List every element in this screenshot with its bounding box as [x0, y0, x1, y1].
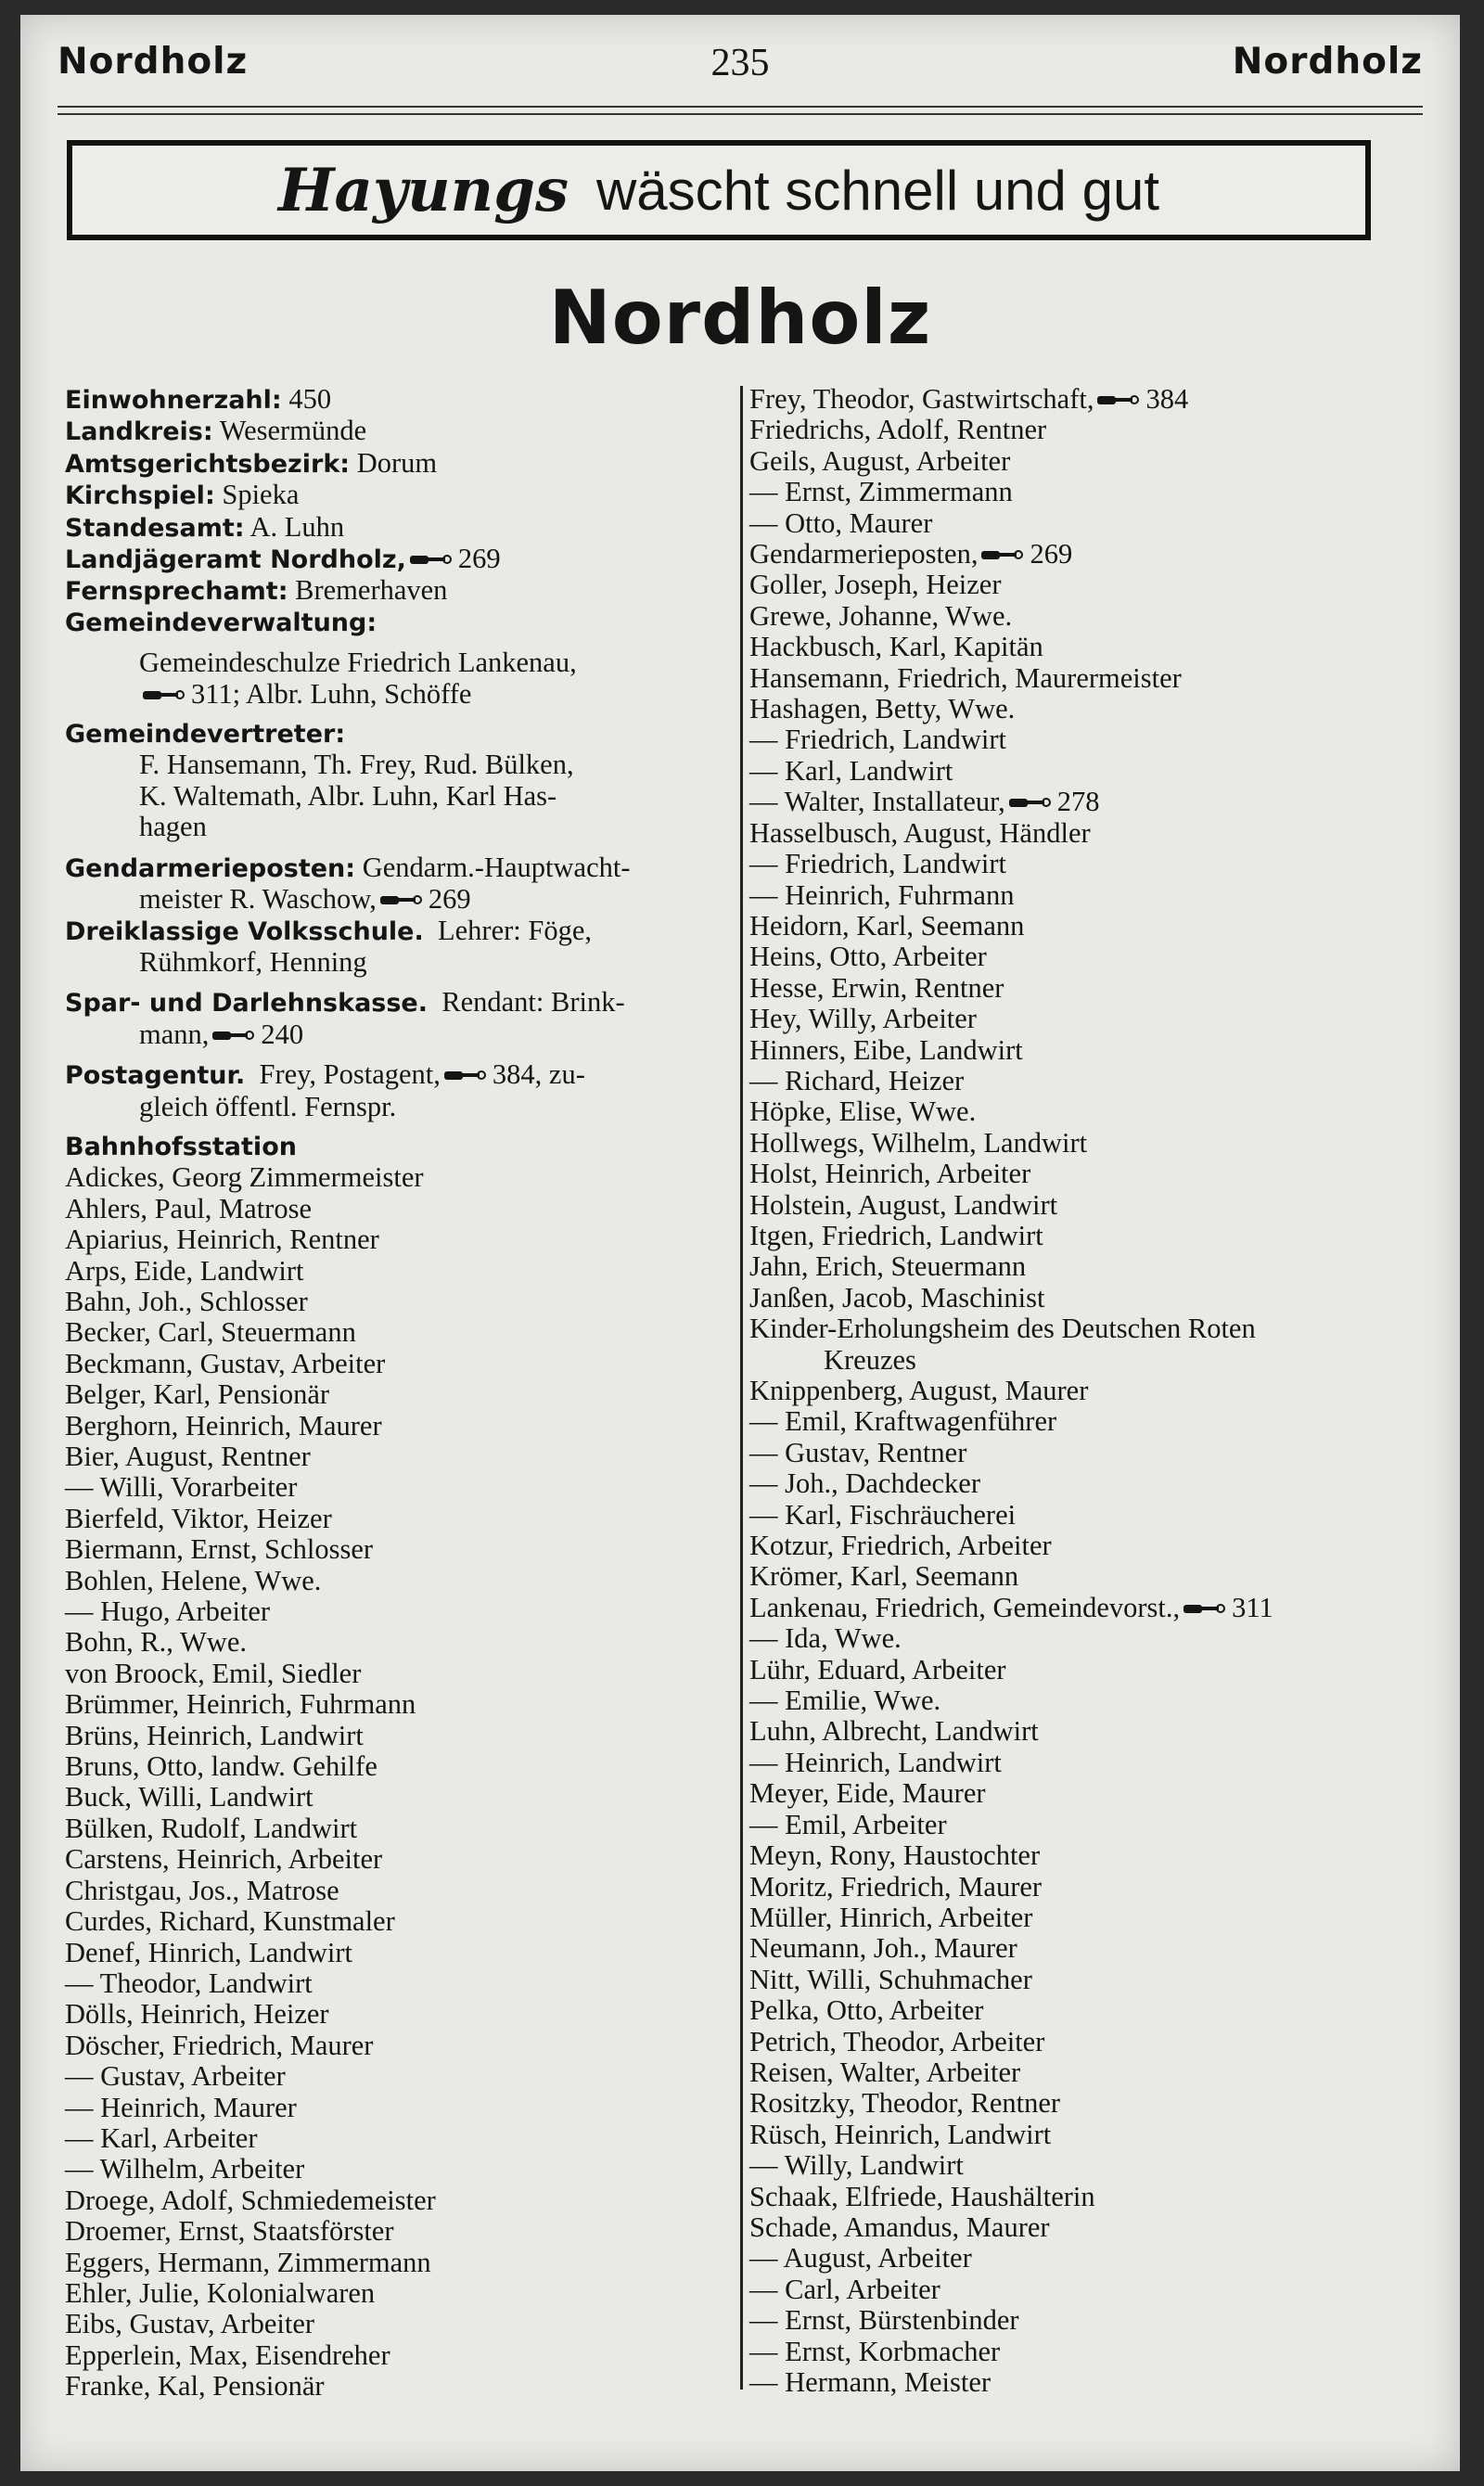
list-item: — Hugo, Arbeiter [65, 1595, 271, 1628]
info-label: Landjägeramt Nordholz, [65, 545, 406, 575]
list-item: Bülken, Rudolf, Landwirt [65, 1812, 358, 1844]
list-item: Epperlein, Max, Eisendreher [65, 2339, 390, 2371]
list-item-text: Meyer, Eide, Maurer [749, 1777, 986, 1810]
list-item-text: — Friedrich, Landwirt [749, 848, 1006, 880]
kasse-block [65, 987, 742, 1050]
list-item [749, 446, 1436, 477]
list-item-text: Hasselbusch, August, Händler [749, 816, 1091, 849]
list-item [749, 787, 1436, 817]
phone-number: 269 [457, 543, 501, 575]
list-item [749, 2243, 1436, 2274]
running-head [58, 41, 1423, 87]
info-line [65, 448, 742, 480]
advertisement-brand: Hayungs [278, 155, 569, 225]
list-item-text: — Karl, Fischräucherei [749, 1498, 1017, 1531]
list-item: Franke, Kal, Pensionär [65, 2370, 325, 2403]
telephone-icon [444, 1068, 487, 1083]
list-item-text: Rositzky, Theodor, Rentner [749, 2087, 1061, 2120]
list-item-text: — Ernst, Bürstenbinder [749, 2304, 1019, 2337]
schule-block [65, 916, 742, 979]
info-value: 450 [288, 383, 332, 415]
list-item [749, 384, 1436, 415]
section-text-part: Rendant: Brink- [441, 986, 625, 1019]
list-item-text: — Willy, Landwirt [749, 2149, 964, 2182]
section-label: Dreiklassige Volksschule. [65, 916, 424, 946]
list-item: Droege, Adolf, Schmiedemeister [65, 2184, 436, 2216]
list-item: Bohlen, Helene, Wwe. [65, 1564, 322, 1596]
list-item: — Heinrich, Maurer [65, 2091, 297, 2123]
list-item [749, 1128, 1436, 1159]
list-item [749, 477, 1436, 507]
list-item [749, 1995, 1436, 2026]
list-item: Dölls, Heinrich, Heizer [65, 1998, 329, 2031]
section-text-part: ; Albr. Luhn, Schöffe [232, 677, 472, 710]
list-item [749, 1903, 1436, 1933]
list-item: Eibs, Gustav, Arbeiter [65, 2308, 315, 2340]
list-item-text: Knippenberg, August, Maurer [749, 1375, 1089, 1406]
advertisement-box [67, 140, 1371, 240]
list-item [749, 1655, 1436, 1685]
list-item [749, 1376, 1436, 1406]
list-item-text: Moritz, Friedrich, Maurer [749, 1870, 1043, 1903]
section-text [65, 987, 742, 1019]
post-block [65, 1059, 742, 1122]
list-item-text: Hollwegs, Wilhelm, Landwirt [749, 1126, 1088, 1159]
list-item [749, 1406, 1436, 1437]
list-item: Curdes, Richard, Kunstmaler [65, 1905, 395, 1938]
phone-number: 240 [261, 1018, 304, 1050]
list-item [749, 880, 1436, 911]
list-item: Brümmer, Heinrich, Fuhrmann [65, 1688, 416, 1721]
list-item-text: Grewe, Johanne, Wwe. [749, 599, 1013, 632]
list-item [749, 2088, 1436, 2119]
header-rule-top [58, 106, 1423, 108]
list-item [749, 1531, 1436, 1561]
section-text-part: Gendarm.-Hauptwacht- [362, 851, 631, 883]
list-item [749, 2367, 1436, 2398]
list-item: Eggers, Hermann, Zimmermann [65, 2246, 431, 2278]
list-item-text: — Carl, Arbeiter [749, 2273, 940, 2305]
list-item-text: Kreuzes [824, 1343, 916, 1376]
info-line [65, 384, 742, 416]
section-text [65, 884, 742, 915]
section-text [65, 852, 742, 884]
list-item: Buck, Willi, Landwirt [65, 1781, 313, 1813]
list-item-text: — Emil, Arbeiter [749, 1808, 947, 1840]
list-item-text: Nitt, Willi, Schuhmacher [749, 1963, 1032, 1995]
page-number: 235 [710, 42, 770, 84]
list-item [749, 1066, 1436, 1096]
list-item-text: Luhn, Albrecht, Landwirt [749, 1715, 1039, 1748]
list-item [749, 1345, 1436, 1376]
list-item [749, 1933, 1436, 1964]
list-item-text: — Ida, Wwe. [749, 1622, 902, 1655]
list-item-text: Friedrichs, Adolf, Rentner [749, 414, 1047, 446]
municipal-info [65, 384, 742, 608]
list-item: — Willi, Vorarbeiter [65, 1471, 298, 1504]
list-item-text: Frey, Theodor, Gastwirtschaft, [749, 383, 1094, 415]
telephone-icon [380, 892, 423, 907]
list-item [749, 539, 1436, 570]
list-item-text: — Heinrich, Landwirt [749, 1746, 1002, 1778]
list-item [749, 1438, 1436, 1468]
list-item [749, 2275, 1436, 2305]
list-item [749, 2057, 1436, 2088]
header-rule-bottom [58, 113, 1423, 115]
section-text: K. Waltemath, Albr. Luhn, Karl Has- [139, 779, 557, 812]
telephone-icon [1097, 392, 1140, 407]
list-item: Apiarius, Heinrich, Rentner [65, 1224, 379, 1256]
list-item [749, 1623, 1436, 1654]
section-text [65, 1059, 742, 1091]
list-item [749, 1096, 1436, 1127]
resident-list [65, 1162, 742, 2402]
list-item: Bahn, Joh., Schlosser [65, 1285, 308, 1317]
running-head-right: Nordholz [1232, 41, 1423, 83]
section-text [65, 1019, 742, 1050]
list-item [749, 1965, 1436, 1995]
list-item: Beckmann, Gustav, Arbeiter [65, 1347, 386, 1379]
list-item [749, 973, 1436, 1004]
list-item: Bohn, R., Wwe. [65, 1626, 247, 1659]
list-item: — Gustav, Arbeiter [65, 2060, 286, 2093]
list-item-text: Reisen, Walter, Arbeiter [749, 2056, 1021, 2088]
list-item [749, 570, 1436, 600]
directory-page [20, 15, 1460, 2471]
list-item [749, 1778, 1436, 1809]
info-line [65, 575, 742, 607]
list-item-text: Hackbusch, Karl, Kapitän [749, 631, 1043, 663]
info-line [65, 544, 742, 575]
list-item-text: Rüsch, Heinrich, Landwirt [749, 2118, 1052, 2150]
section-label: Gemeindevertreter: [65, 720, 346, 750]
info-value: Spieka [222, 479, 300, 511]
info-label: Fernsprechamt: [65, 577, 288, 607]
list-item [749, 1716, 1436, 1747]
list-item: Ehler, Julie, Kolonialwaren [65, 2276, 376, 2309]
info-value: Dorum [356, 446, 438, 479]
list-item-text: — Joh., Dachdecker [749, 1467, 980, 1500]
list-item: Arps, Eide, Landwirt [65, 1254, 304, 1287]
phone-number: 311 [1232, 1591, 1273, 1623]
list-item [749, 694, 1436, 724]
section-text [65, 679, 742, 710]
gemeindeverwaltung-block [65, 608, 742, 710]
list-item [749, 663, 1436, 694]
list-item-text: Pelka, Otto, Arbeiter [749, 1994, 984, 2027]
telephone-icon [1183, 1601, 1226, 1616]
list-item [749, 1500, 1436, 1531]
list-item [749, 1468, 1436, 1499]
list-item [749, 1810, 1436, 1840]
list-item-text: — Hermann, Meister [749, 2366, 991, 2398]
list-item-text: — Emilie, Wwe. [749, 1685, 941, 1717]
running-head-left: Nordholz [58, 41, 249, 83]
list-item [749, 1251, 1436, 1282]
info-label: Landkreis: [65, 417, 213, 447]
list-item-text: Holstein, August, Landwirt [749, 1188, 1058, 1221]
info-line [65, 416, 742, 447]
section-text [65, 916, 742, 947]
right-column [749, 384, 1436, 2398]
info-value: Bremerhaven [295, 574, 448, 607]
list-item-text: Hey, Willy, Arbeiter [749, 1003, 977, 1035]
section-text-part: , zu- [534, 1058, 585, 1091]
list-item-text: — Gustav, Rentner [749, 1436, 967, 1468]
telephone-icon [981, 547, 1024, 562]
list-item [749, 1035, 1436, 1066]
list-item-text: Meyn, Rony, Haustochter [749, 1839, 1041, 1872]
list-item-text: Janßen, Jacob, Maschinist [749, 1281, 1045, 1313]
list-item [749, 1840, 1436, 1871]
list-item-text: Heidorn, Karl, Seemann [749, 909, 1025, 942]
list-item [749, 1748, 1436, 1778]
info-label: Standesamt: [65, 513, 245, 543]
list-item [749, 508, 1436, 539]
info-value: Wesermünde [219, 415, 367, 447]
list-item: — Karl, Arbeiter [65, 2121, 258, 2154]
list-item [749, 1221, 1436, 1251]
info-label: Kirchspiel: [65, 481, 215, 511]
section-text-part: mann, [139, 1018, 210, 1050]
list-item-text: Jahn, Erich, Steuermann [749, 1250, 1027, 1283]
info-line [65, 512, 742, 544]
resident-list [749, 384, 1436, 2398]
list-item [749, 1159, 1436, 1189]
list-item [749, 1004, 1436, 1034]
list-item [749, 942, 1436, 972]
list-item: von Broock, Emil, Siedler [65, 1657, 362, 1689]
list-item [749, 1872, 1436, 1903]
list-item: — Theodor, Landwirt [65, 1967, 313, 1999]
list-item [749, 2212, 1436, 2243]
info-line [65, 480, 742, 511]
phone-number: 269 [1030, 538, 1073, 570]
list-item-text: Goller, Joseph, Heizer [749, 569, 1002, 601]
list-item-text: Hinners, Eibe, Landwirt [749, 1033, 1023, 1066]
list-item: Becker, Carl, Steuermann [65, 1316, 356, 1349]
telephone-icon [410, 552, 453, 567]
section-label: Postagentur. [65, 1061, 246, 1091]
list-item-text: Lankenau, Friedrich, Gemeindevorst., [749, 1591, 1181, 1623]
section-text: gleich öffentl. Fernspr. [139, 1090, 397, 1122]
list-item [749, 1313, 1436, 1344]
list-item [749, 911, 1436, 942]
list-item [749, 1593, 1436, 1623]
left-column [65, 384, 742, 2403]
section-text-part: meister R. Waschow, [139, 883, 377, 916]
list-item [749, 1685, 1436, 1716]
gemeindevertreter-block [65, 719, 742, 843]
list-item [749, 1190, 1436, 1221]
list-item [749, 601, 1436, 632]
list-item-text: Müller, Hinrich, Arbeiter [749, 1901, 1033, 1933]
list-item-text: Höpke, Elise, Wwe. [749, 1096, 977, 1128]
list-item-text: — Friedrich, Landwirt [749, 724, 1006, 756]
list-item-text: — Otto, Maurer [749, 506, 933, 539]
phone-number: 384 [1145, 383, 1189, 415]
section-label: Spar- und Darlehnskasse. [65, 989, 428, 1019]
telephone-icon [212, 1028, 255, 1043]
telephone-icon [143, 687, 186, 702]
list-item [749, 1561, 1436, 1592]
list-item-text: Lühr, Eduard, Arbeiter [749, 1653, 1006, 1685]
section-label: Bahnhofsstation [65, 1132, 297, 1161]
list-item: Belger, Karl, Pensionär [65, 1378, 330, 1411]
list-item-text: Krömer, Karl, Seemann [749, 1560, 1019, 1593]
list-item [749, 2337, 1436, 2367]
list-item-text: Heins, Otto, Arbeiter [749, 941, 987, 973]
list-item-text: — Karl, Landwirt [749, 754, 953, 787]
list-item-text: Schaak, Elfriede, Haushälterin [749, 2180, 1095, 2212]
section-text: Gemeindeschulze Friedrich Lankenau, [139, 647, 577, 679]
section-label: Gemeindeverwaltung: [65, 608, 377, 637]
list-item-text: Petrich, Theodor, Arbeiter [749, 2025, 1045, 2057]
list-item [749, 2027, 1436, 2057]
advertisement-text: wäscht schnell und gut [595, 159, 1159, 222]
list-item [749, 756, 1436, 787]
list-item-text: — Ernst, Korbmacher [749, 2335, 1001, 2367]
phone-number: 269 [428, 883, 471, 916]
list-item [749, 415, 1436, 445]
section-text: hagen [139, 811, 207, 843]
list-item-text: Hansemann, Friedrich, Maurermeister [749, 661, 1182, 694]
info-value: A. Luhn [249, 510, 345, 543]
list-item [749, 632, 1436, 662]
phone-number: 384 [492, 1058, 535, 1091]
list-item: Ahlers, Paul, Matrose [65, 1192, 312, 1224]
list-item: — Wilhelm, Arbeiter [65, 2153, 305, 2185]
list-item [749, 2120, 1436, 2150]
list-item [749, 2182, 1436, 2212]
list-item-text: — Richard, Heizer [749, 1064, 965, 1096]
list-item: Brüns, Heinrich, Landwirt [65, 1719, 364, 1751]
section-text: F. Hansemann, Th. Frey, Rud. Bülken, [139, 749, 574, 781]
list-item: Bruns, Otto, landw. Gehilfe [65, 1750, 377, 1783]
list-item-text: Neumann, Joh., Maurer [749, 1932, 1017, 1965]
list-item: Droemer, Ernst, Staatsförster [65, 2215, 394, 2248]
list-item: Bierfeld, Viktor, Heizer [65, 1502, 332, 1534]
list-item: Berghorn, Heinrich, Maurer [65, 1409, 382, 1442]
section-text-part: Frey, Postagent, [259, 1058, 441, 1091]
list-item-text: Kinder-Erholungsheim des Deutschen Roten [749, 1313, 1256, 1345]
list-item-text: Itgen, Friedrich, Landwirt [749, 1219, 1043, 1251]
list-item: Bier, August, Rentner [65, 1441, 311, 1472]
town-title: Nordholz [548, 275, 932, 361]
list-item-text: Holst, Heinrich, Arbeiter [749, 1158, 1031, 1190]
list-item-text: — Ernst, Zimmermann [749, 476, 1013, 508]
list-item: Adickes, Georg Zimmermeister [65, 1161, 424, 1194]
list-item: Döscher, Friedrich, Maurer [65, 2029, 374, 2061]
list-item [749, 849, 1436, 879]
list-item: Biermann, Ernst, Schlosser [65, 1533, 374, 1566]
list-item-text: — August, Arbeiter [749, 2242, 972, 2275]
list-item-text: Kotzur, Friedrich, Arbeiter [749, 1530, 1052, 1562]
list-item-text: Geils, August, Arbeiter [749, 444, 1011, 477]
gendarmerie-block [65, 852, 742, 916]
list-item-text: — Heinrich, Fuhrmann [749, 878, 1015, 911]
list-item [749, 1283, 1436, 1313]
list-item-text: Gendarmerieposten, [749, 538, 979, 570]
info-label: Amtsgerichtsbezirk: [65, 449, 351, 479]
list-item: Denef, Hinrich, Landwirt [65, 1936, 352, 1968]
list-item [749, 724, 1436, 755]
section-label: Gendarmerieposten: [65, 853, 356, 883]
list-item [749, 818, 1436, 849]
list-item-text: Schade, Amandus, Maurer [749, 2210, 1050, 2243]
phone-number: 311 [191, 677, 233, 710]
list-item-text: Hesse, Erwin, Rentner [749, 971, 1004, 1004]
list-item [749, 2150, 1436, 2181]
list-item-text: — Walter, Installateur, [749, 786, 1005, 818]
list-item-text: Hashagen, Betty, Wwe. [749, 693, 1016, 725]
list-item-text: — Emil, Kraftwagenführer [749, 1405, 1057, 1438]
info-label: Einwohnerzahl: [65, 386, 282, 415]
list-item: Carstens, Heinrich, Arbeiter [65, 1843, 383, 1876]
phone-number: 278 [1056, 786, 1100, 818]
section-text-part: Lehrer: Föge, [438, 914, 593, 946]
section-text: Rühmkorf, Henning [139, 945, 367, 978]
telephone-icon [1009, 795, 1052, 810]
list-item [749, 2305, 1436, 2336]
list-item: Christgau, Jos., Matrose [65, 1874, 339, 1906]
